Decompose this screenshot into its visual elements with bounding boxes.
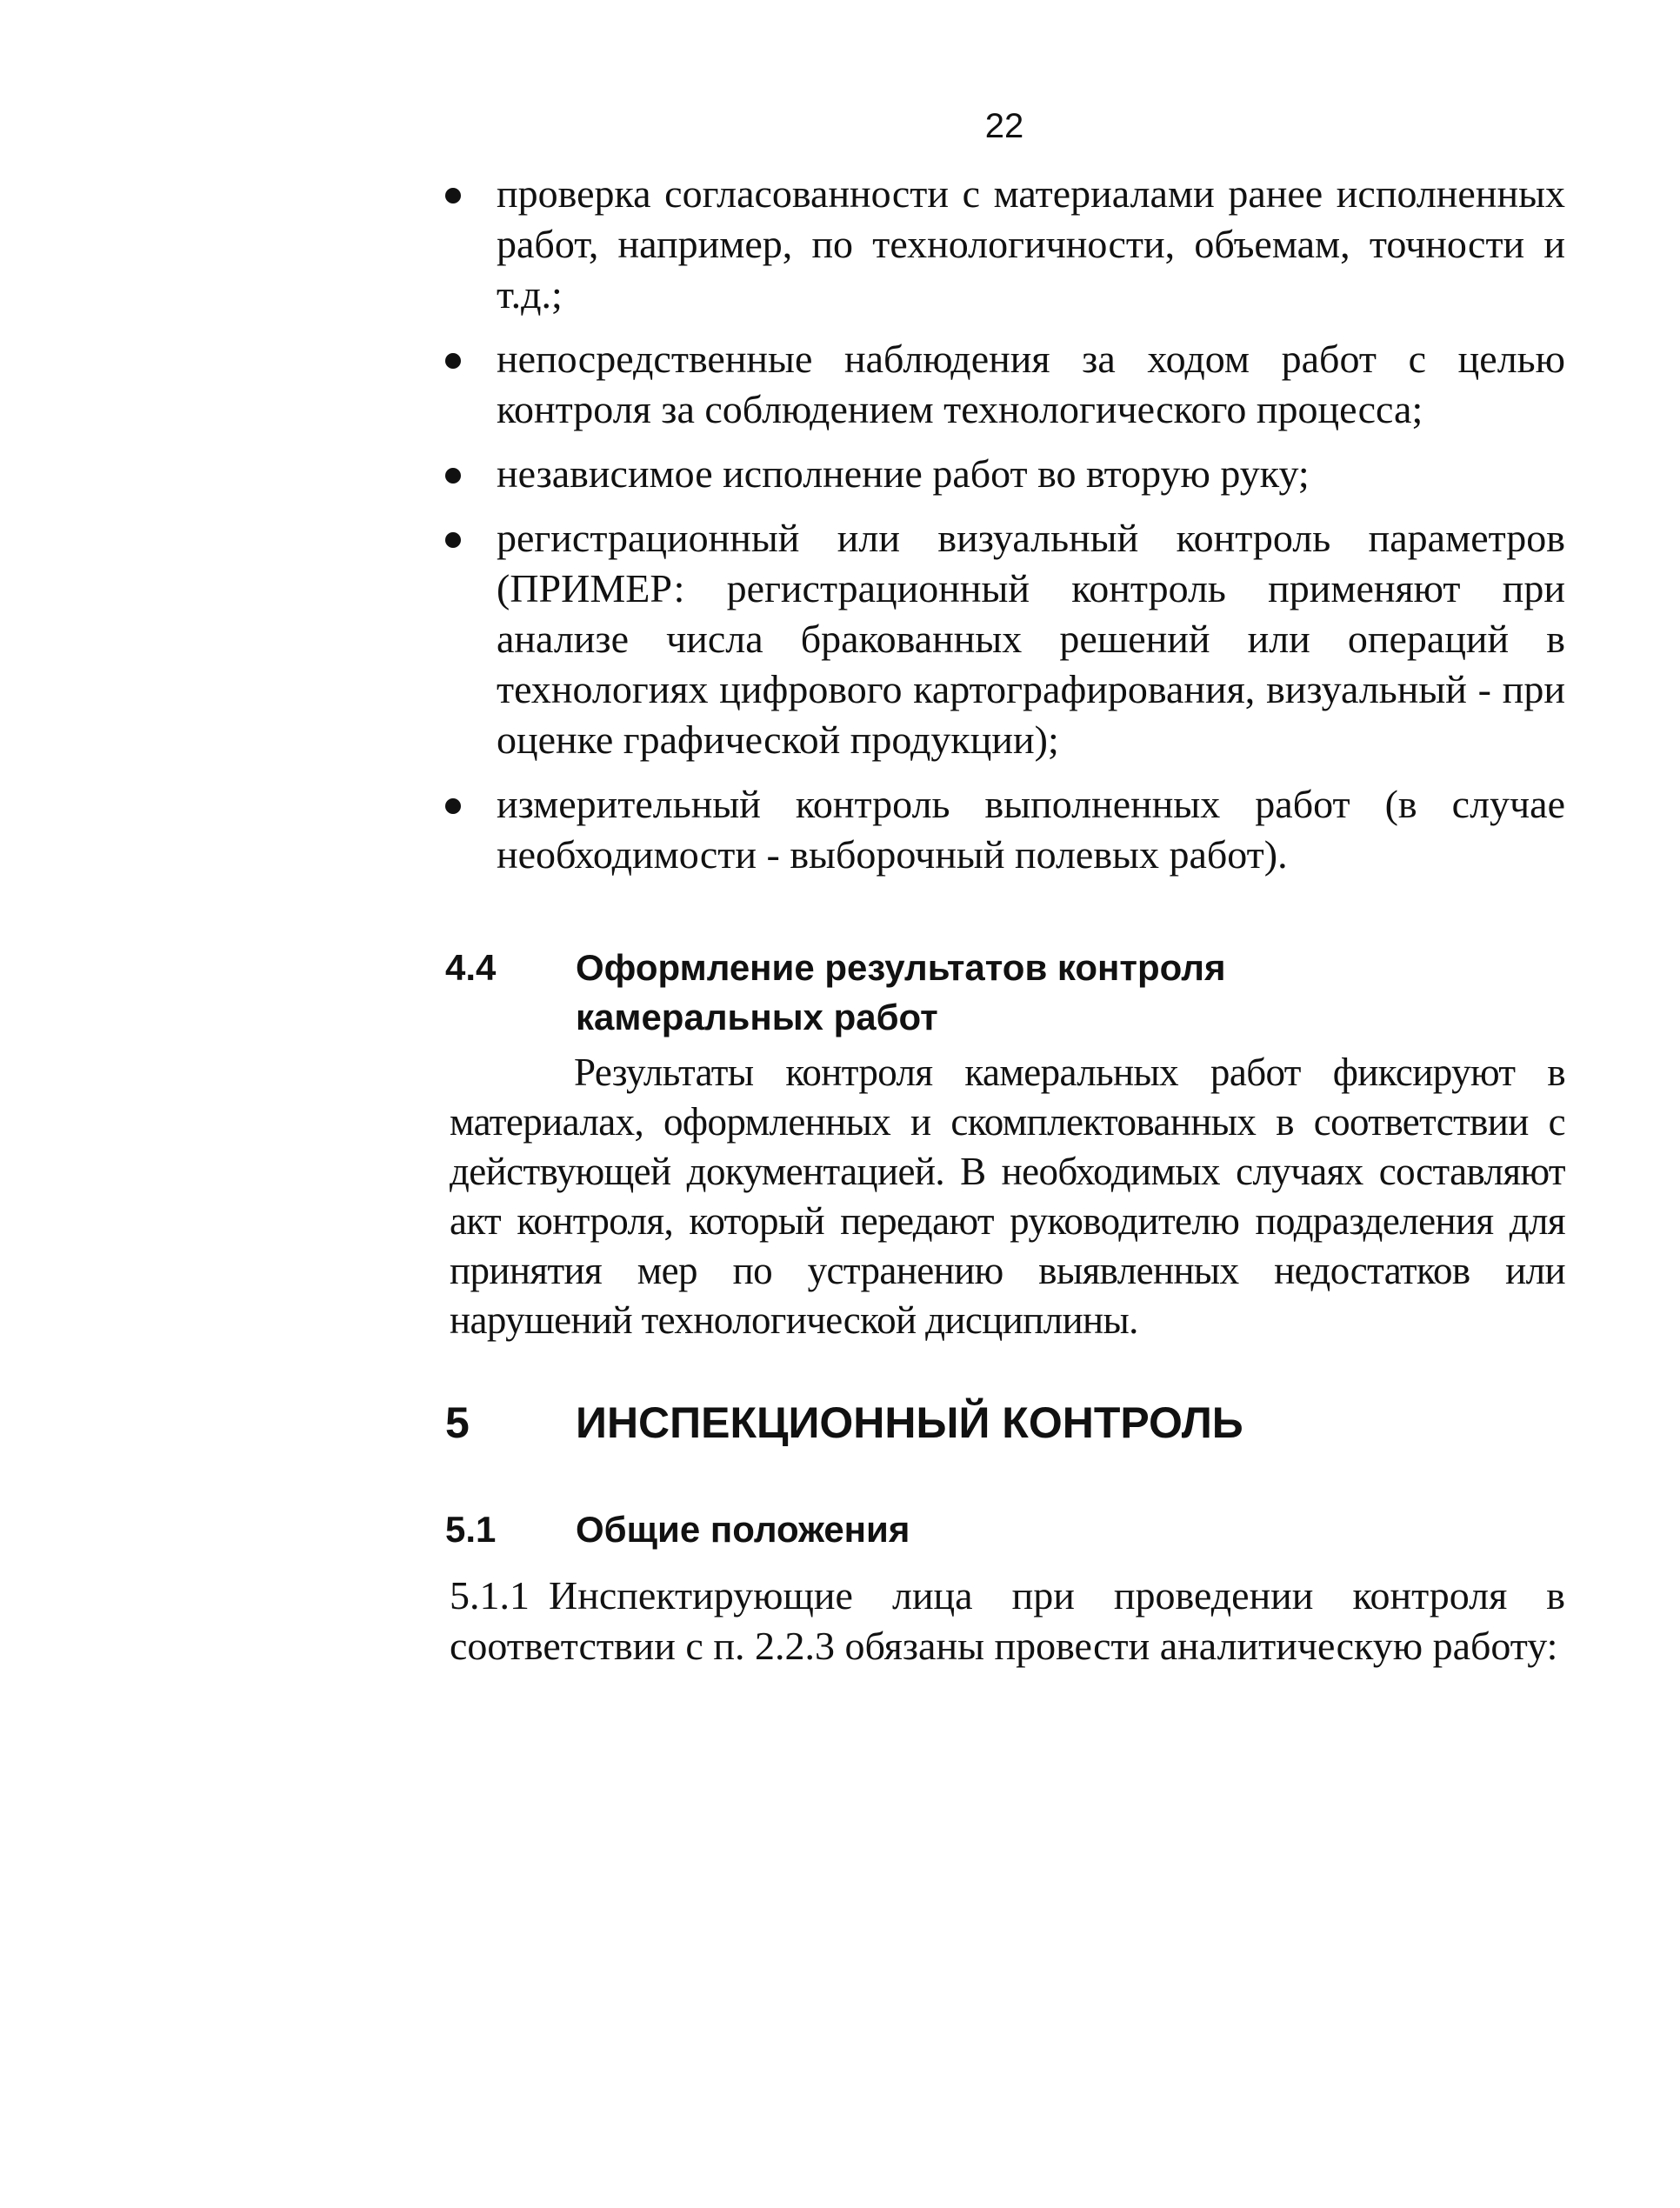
list-item	[440, 334, 1565, 435]
results-paragraph: Результаты контроля камеральных работ фиксируют в материалах, оформленных и скомплектованных в соответствии с действующей документацией. В необходимых случаях составляют акт контроля, который передают руководителю подразделения для принятия мер по устранению выявленных недостатков или нарушений технологической дисциплины.	[450, 1051, 1565, 1342]
bullet-icon	[445, 468, 461, 484]
bullet-icon	[445, 532, 461, 548]
list-item	[440, 779, 1565, 880]
bullet-list	[440, 169, 1565, 894]
section-number: 5	[445, 1398, 470, 1447]
list-item	[440, 513, 1565, 765]
clause-number: 5.1.1	[450, 1573, 530, 1618]
list-item	[440, 169, 1565, 320]
list-item-text: проверка согласованности с материалами ранее исполненных работ, например, по технологичности, объемам, точности и т.д.;	[497, 171, 1565, 317]
list-item	[440, 449, 1565, 499]
bullet-icon	[445, 798, 461, 814]
section-title	[576, 943, 1225, 1042]
section-heading-5-1	[445, 1504, 1576, 1557]
section-title: Общие положения	[576, 1509, 910, 1550]
clause-text: Инспектирующие лица при проведении контроля в соответствии с п. 2.2.3 обязаны провести аналитическую работу:	[450, 1573, 1565, 1668]
section-number: 4.4	[445, 947, 497, 988]
list-item-text: непосредственные наблюдения за ходом работ с целью контроля за соблюдением технологического процесса;	[497, 337, 1565, 431]
section-title-line: камеральных работ	[576, 997, 938, 1037]
clause-paragraph	[450, 1571, 1565, 1671]
page-number: 22	[984, 107, 1024, 145]
bullet-icon	[445, 353, 461, 369]
list-item-text: регистрационный или визуальный контроль параметров (ПРИМЕР: регистрационный контроль применяют при анализе числа бракованных решений или операций в технологиях цифрового картографирования, визуальный - при оценке графической продукции);	[497, 516, 1565, 762]
list-item-text: измерительный контроль выполненных работ (в случае необходимости - выборочный полевых работ).	[497, 782, 1565, 877]
section-heading-4-4	[445, 943, 1576, 1047]
section-heading-5	[445, 1395, 1576, 1456]
list-item-text: независимое исполнение работ во вторую руку;	[497, 451, 1310, 496]
bullet-icon	[445, 188, 461, 203]
section-title-line: Оформление результатов контроля	[576, 947, 1226, 988]
section-number: 5.1	[445, 1509, 497, 1550]
section-title: ИНСПЕКЦИОННЫЙ КОНТРОЛЬ	[576, 1398, 1243, 1447]
